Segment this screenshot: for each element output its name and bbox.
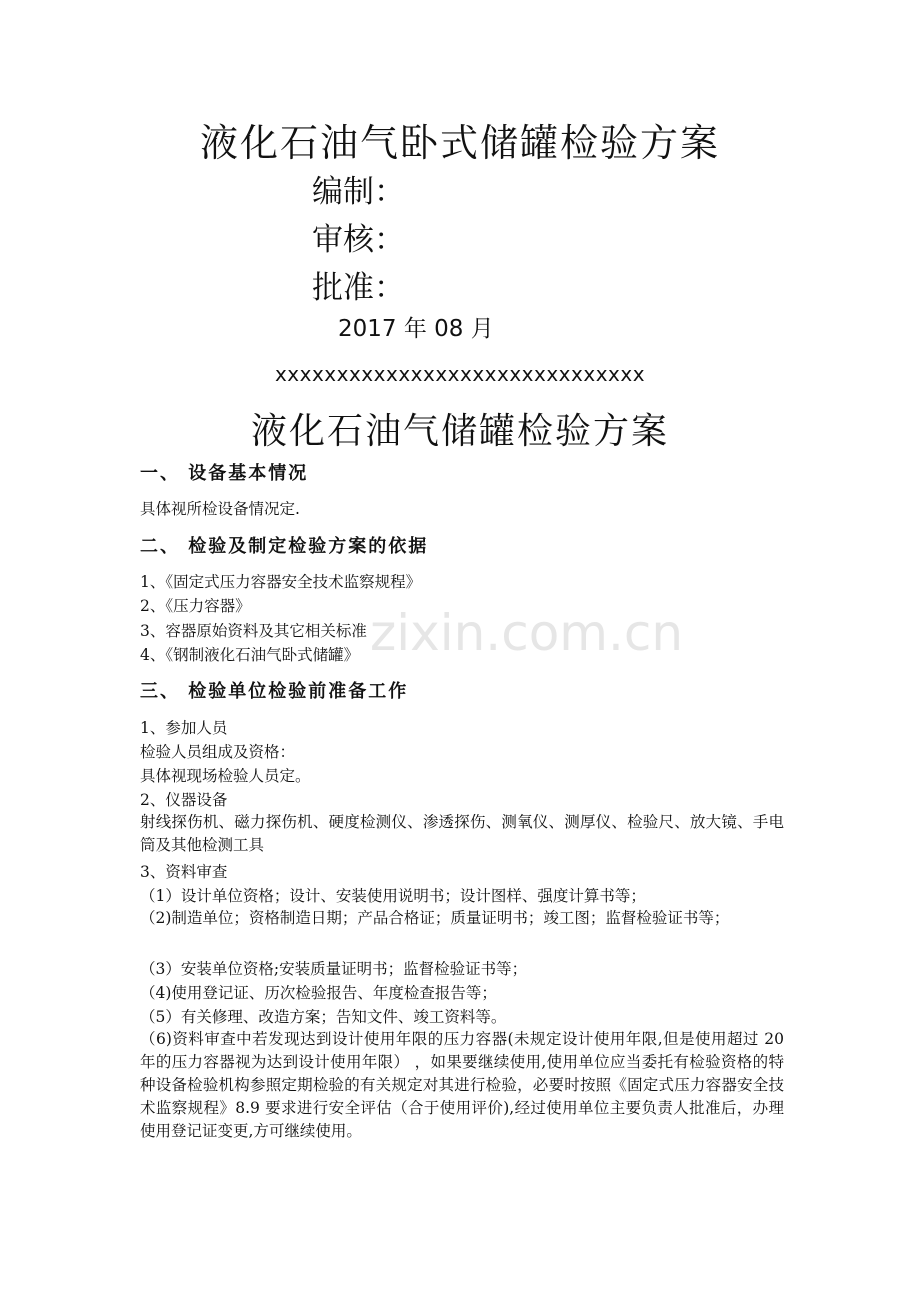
main-title: 液化石油气储罐检验方案 xyxy=(250,411,669,452)
basis-item: 2、《压力容器》 xyxy=(140,597,251,615)
organization-name: xxxxxxxxxxxxxxxxxxxxxxxxxxxxxx xyxy=(274,362,646,386)
basis-item: 3、容器原始资料及其它相关标准 xyxy=(140,622,367,640)
cover-title: 液化石油气卧式储罐检验方案 xyxy=(199,121,720,165)
approved-by-label: 批准： xyxy=(312,270,405,306)
personnel-line-2: 具体视现场检验人员定。 xyxy=(140,767,311,785)
watermark: zixin.com.cn xyxy=(370,604,684,662)
subsection-document-review: 3、资料审查 xyxy=(140,863,228,881)
reviewed-by-label: 审核： xyxy=(312,222,405,258)
review-item-3: （3）安装单位资格;安装质量证明书；监督检验证书等； xyxy=(140,960,528,978)
basis-item: 1、《固定式压力容器安全技术监察规程》 xyxy=(140,573,422,591)
personnel-line-1: 检验人员组成及资格： xyxy=(140,743,296,761)
review-item-5: （5）有关修理、改造方案；告知文件、竣工资料等。 xyxy=(140,1008,507,1026)
subsection-equipment: 2、仪器设备 xyxy=(140,791,228,809)
section-3-heading: 三、 检验单位检验前准备工作 xyxy=(140,681,409,702)
review-item-6: （6)资料审查中若发现达到设计使用年限的压力容器(未规定设计使用年限,但是使用超过 20 年的压力容器视为达到设计使用年限） ，如果要继续使用,使用单位应当委托有检验资格的特种设备检验机构参照定期检验的有关规定对其进行检验，必要时按照《固定式压力容器安全技术监察规程》8.9 要求进行安全评估（合于使用评价),经过使用单位主要负责人批准后，办理使用登记证变更,方可继续使用。 xyxy=(140,1030,784,1140)
basis-item: 4、《钢制液化石油气卧式储罐》 xyxy=(140,646,360,664)
subsection-personnel: 1、参加人员 xyxy=(140,719,228,737)
section-1-text: 具体视所检设备情况定. xyxy=(140,500,300,518)
review-item-4: （4)使用登记证、历次检验报告、年度检查报告等； xyxy=(140,984,497,1002)
review-item-2: （2)制造单位；资格制造日期；产品合格证；质量证明书；竣工图；监督检验证书等； xyxy=(140,909,730,927)
cover-date: 2017 年 08 月 xyxy=(338,316,494,342)
section-1-heading: 一、 设备基本情况 xyxy=(140,463,309,484)
prepared-by-label: 编制： xyxy=(312,174,405,210)
equipment-text: 射线探伤机、磁力探伤机、硬度检测仪、渗透探伤、测氧仪、测厚仪、检验尺、放大镜、手电筒及其他检测工具 xyxy=(140,813,784,854)
review-item-1: （1）设计单位资格；设计、安装使用说明书；设计图样、强度计算书等； xyxy=(140,887,646,905)
section-2-heading: 二、 检验及制定检验方案的依据 xyxy=(140,536,429,557)
